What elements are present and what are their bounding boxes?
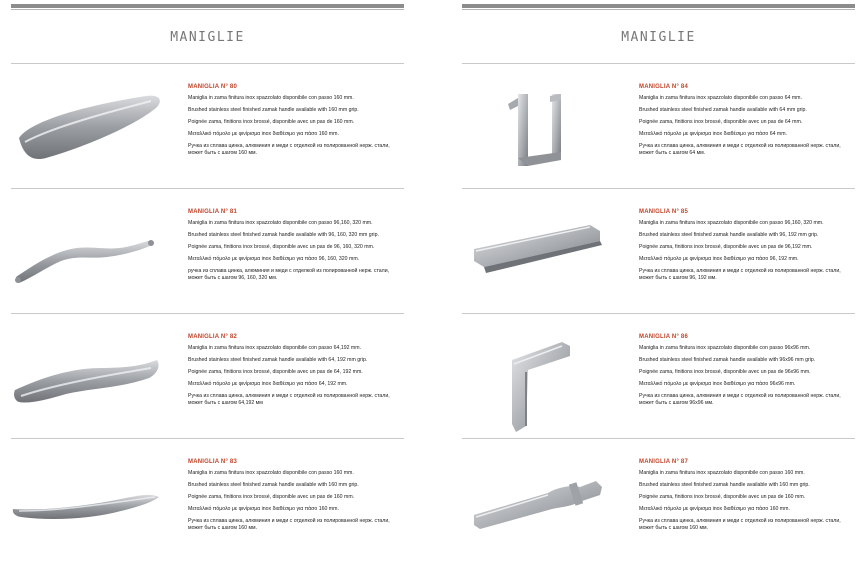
catalog-page-right — [462, 0, 855, 562]
desc-fr: Poignée zama, finitions inox brossé, disponible avec un pas de 96,192 mm. — [639, 244, 813, 251]
desc-gr: Μεταλλικό πόμολο με φινίρισμα inox διαθέσιμο για πάσο 160 mm. — [639, 506, 790, 513]
product-name: MANIGLIA N° 82 — [188, 334, 237, 340]
desc-en: Brushed stainless steel finished zamak handle available with 160 mm grip. — [639, 482, 810, 489]
desc-en: Brushed stainless steel finished zamak handle available with 64 mm grip. — [639, 107, 807, 114]
desc-ru: Ручка из сплава цинка, алюминия и меди с отделкой из полированной нерж. стали, может быть с шагом 160 мм. — [188, 143, 390, 156]
desc-fr: Poignée zama, finitions inox brossé, disponible avec un pas de 160 mm. — [188, 494, 355, 501]
desc-gr: Μεταλλικό πόμολο με φινίρισμα inox διαθέσιμο για πάσο 96x96 mm. — [639, 381, 796, 388]
handle-84-image — [462, 66, 622, 188]
header-line — [462, 9, 855, 10]
header-bar — [11, 4, 404, 8]
desc-it: Maniglia in zama finitura inox spazzolato disponibile con passo 160 mm. — [188, 95, 354, 101]
desc-ru: Ручка из сплава цинка, алюминия и меди с отделкой из полированной нерж. стали, может быть с шагом 96, 192 мм. — [639, 268, 841, 281]
desc-fr: Poignée zama, finitions inox brossé, disponible avec un pas de 160 mm. — [188, 119, 355, 126]
desc-ru: Ручка из сплава цинка, алюминия и меди с отделкой из полированной нерж. стали, может быть с шагом 160 мм. — [188, 518, 390, 531]
divider — [462, 188, 855, 189]
desc-gr: Μεταλλικό πόμολο με φινίρισμα inox διαθέσιμο για πάσο 64, 192 mm. — [188, 381, 348, 388]
desc-gr: Μεταλλικό πόμολο με φινίρισμα inox διαθέσιμο για πάσο 160 mm. — [188, 506, 339, 513]
product-maniglia-84 — [462, 66, 855, 188]
desc-en: Brushed stainless steel finished zamak handle available with 64, 192 mm grip. — [188, 357, 368, 364]
handle-81-image — [11, 191, 171, 313]
desc-en: Brushed stainless steel finished zamak handle available with 96, 192 mm grip. — [639, 232, 819, 239]
divider — [462, 438, 855, 439]
desc-gr: Μεταλλικό πόμολο με φινίρισμα inox διαθέσιμο για πάσο 96, 192 mm. — [639, 256, 799, 263]
desc-it: Maniglia in zama finitura inox spazzolato disponibile con passo 160 mm. — [188, 470, 354, 476]
header-line — [11, 9, 404, 10]
desc-fr: Poignée zama, finitions inox brossé, disponible avec un pas de 96, 160, 320 mm. — [188, 244, 375, 251]
header-bar — [462, 4, 855, 8]
desc-fr: Poignée zama, finitions inox brossé, disponible avec un pas de 160 mm. — [639, 494, 806, 501]
desc-en: Brushed stainless steel finished zamak handle available with 96x96 mm grip. — [639, 357, 816, 364]
product-maniglia-83 — [11, 441, 404, 563]
desc-it: Maniglia in zama finitura inox spazzolato disponibile con passo 96,160, 320 mm. — [639, 220, 824, 226]
desc-it: Maniglia in zama finitura inox spazzolato disponibile con passo 96,160, 320 mm. — [188, 220, 373, 226]
desc-fr: Poignée zama, finitions inox brossé, disponible avec un pas de 64, 192 mm. — [188, 369, 363, 376]
handle-86-image — [462, 316, 622, 438]
product-name: MANIGLIA N° 83 — [188, 459, 237, 465]
product-name: MANIGLIA N° 84 — [639, 84, 688, 90]
desc-fr: Poignée zama, finitions inox brossé, disponible avec un pas de 96x96 mm. — [639, 369, 811, 376]
desc-ru: Ручка из сплава цинка, алюминия и меди с отделкой из полированной нерж. стали, может быть с шагом 64,192 мм — [188, 393, 390, 406]
page-title: MANIGLIE — [621, 30, 696, 45]
desc-gr: Μεταλλικό πόμολο με φινίρισμα inox διαθέσιμο για πάσο 96, 160, 320 mm. — [188, 256, 360, 263]
divider — [11, 438, 404, 439]
product-name: MANIGLIA N° 85 — [639, 209, 688, 215]
divider — [11, 313, 404, 314]
handle-82-image — [11, 316, 171, 438]
handle-80-image — [11, 66, 171, 188]
desc-ru: ручка из сплава цинка, алюминия и меди с отделкой из полированной нерж. стали, может быть с шагом 96, 160, 320 мм. — [188, 268, 390, 281]
handle-87-image — [462, 441, 622, 563]
product-maniglia-86 — [462, 316, 855, 438]
desc-gr: Μεταλλικό πόμολο με φινίρισμα inox διαθέσιμο για πάσο 160 mm. — [188, 131, 339, 138]
handle-85-image — [462, 191, 622, 313]
catalog-page-left — [11, 0, 404, 562]
product-maniglia-87 — [462, 441, 855, 563]
product-name: MANIGLIA N° 86 — [639, 334, 688, 340]
divider — [11, 188, 404, 189]
desc-fr: Poignée zama, finitions inox brossé, disponible avec un pas de 64 mm. — [639, 119, 803, 126]
product-maniglia-80 — [11, 66, 404, 188]
product-maniglia-82 — [11, 316, 404, 438]
desc-ru: Ручка из сплава цинка, алюминия и меди с отделкой из полированной нерж. стали, может быть с шагом 96x96 мм. — [639, 393, 841, 406]
divider — [462, 63, 855, 64]
desc-ru: Ручка из сплава цинка, алюминия и меди с отделкой из полированной нерж. стали, может быть с шагом 64 мм. — [639, 143, 841, 156]
desc-ru: Ручка из сплава цинка, алюминия и меди с отделкой из полированной нерж. стали, может быть с шагом 160 мм. — [639, 518, 841, 531]
desc-it: Maniglia in zama finitura inox spazzolato disponibile con passo 96x96 mm. — [639, 345, 811, 351]
desc-it: Maniglia in zama finitura inox spazzolato disponibile con passo 64 mm. — [639, 95, 802, 101]
divider — [462, 313, 855, 314]
product-name: MANIGLIA N° 87 — [639, 459, 688, 465]
product-name: MANIGLIA N° 80 — [188, 84, 237, 90]
desc-en: Brushed stainless steel finished zamak handle available with 96, 160, 320 mm grip. — [188, 232, 379, 239]
desc-gr: Μεταλλικό πόμολο με φινίρισμα inox διαθέσιμο για πάσο 64 mm. — [639, 131, 788, 138]
product-name: MANIGLIA N° 81 — [188, 209, 237, 215]
handle-83-image — [11, 441, 171, 563]
product-maniglia-81 — [11, 191, 404, 313]
desc-it: Maniglia in zama finitura inox spazzolato disponibile con passo 64,192 mm. — [188, 345, 362, 351]
product-maniglia-85 — [462, 191, 855, 313]
desc-it: Maniglia in zama finitura inox spazzolato disponibile con passo 160 mm. — [639, 470, 805, 476]
desc-en: Brushed stainless steel finished zamak handle available with 160 mm grip. — [188, 482, 359, 489]
divider — [11, 63, 404, 64]
desc-en: Brushed stainless steel finished zamak handle available with 160 mm grip. — [188, 107, 359, 114]
page-title: MANIGLIE — [170, 30, 245, 45]
